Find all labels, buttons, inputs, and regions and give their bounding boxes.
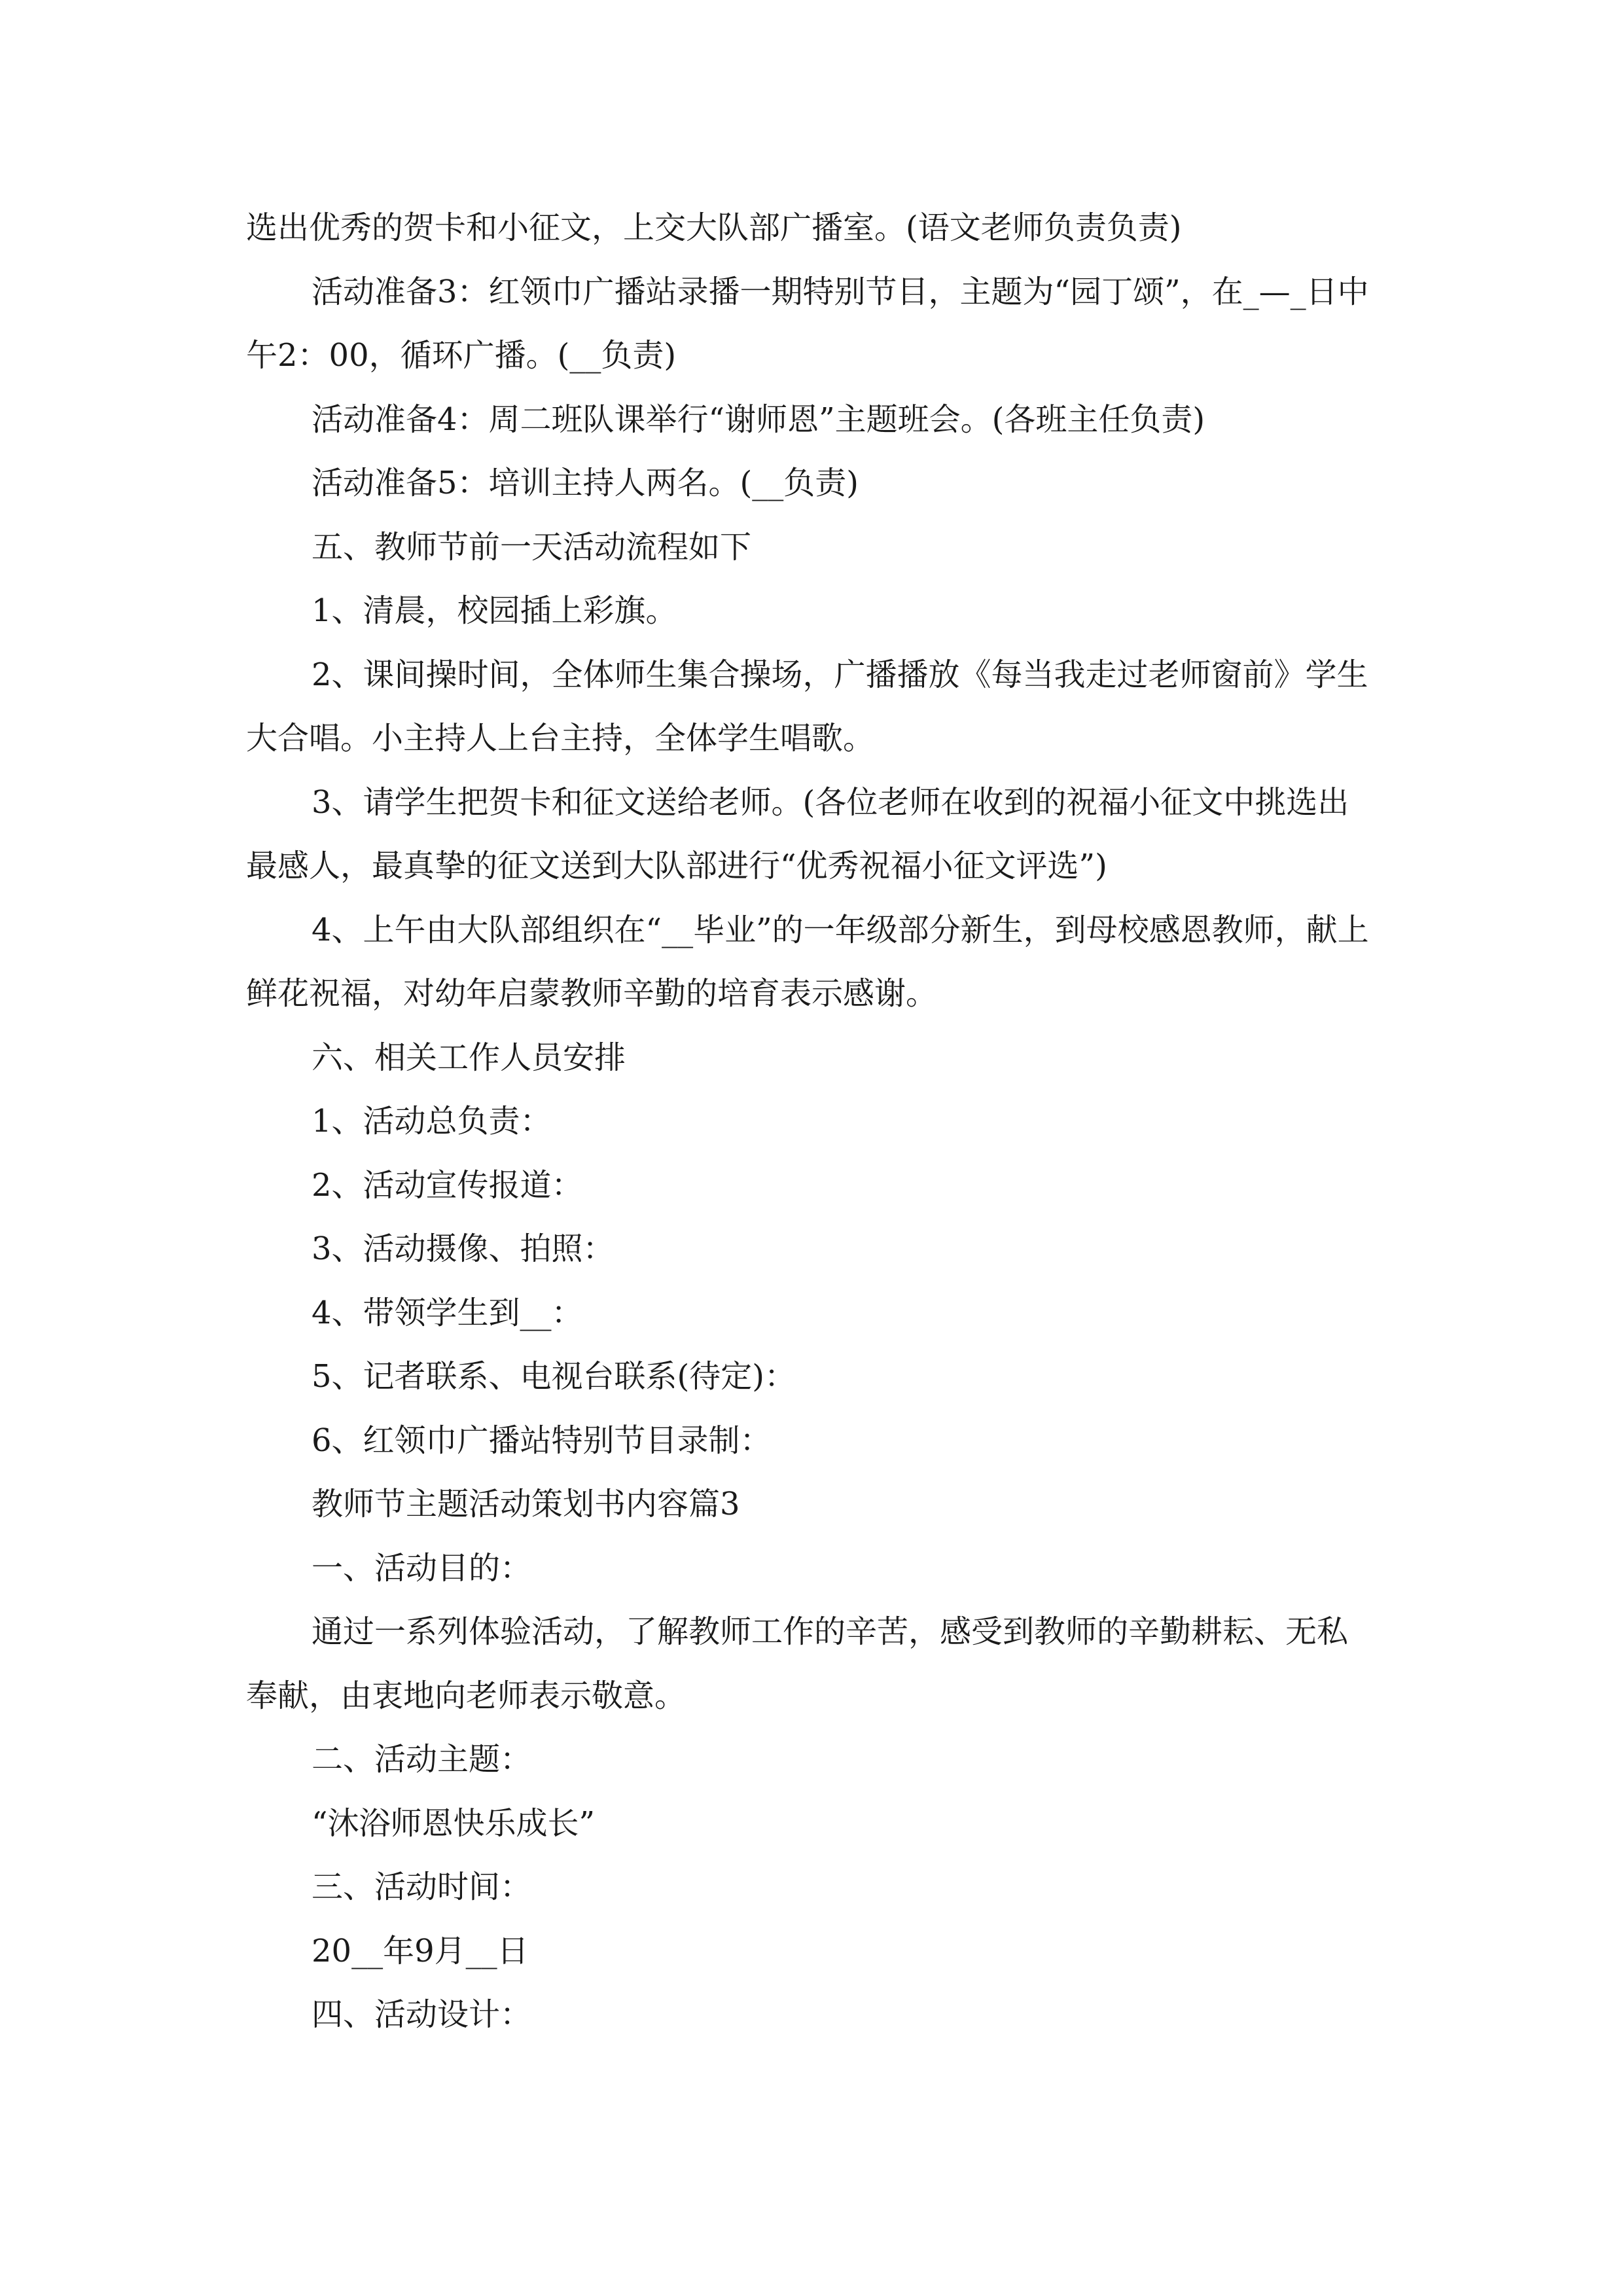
section-heading: 六、相关工作人员安排	[312, 1039, 626, 1076]
list-item: 4、上午由大队部组织在“__毕业”的一年级部分新生，到母校感恩教师，献上鲜花祝福，对幼年启蒙教师辛勤的培育表示感谢。	[246, 911, 1369, 1012]
list-item: 4、带领学生到__：	[312, 1294, 583, 1331]
list-item: 1、活动总负责：	[312, 1103, 552, 1139]
list-item: 2、课间操时间，全体师生集合操场，广播播放《每当我走过老师窗前》学生大合唱。小主持人上台主持，全体学生唱歌。	[246, 656, 1368, 757]
section-heading: 四、活动设计：	[312, 1996, 532, 2033]
paragraph: 20__年9月__日	[312, 1932, 529, 1969]
paragraph: 通过一系列体验活动，了解教师工作的辛苦，感受到教师的辛勤耕耘、无私奉献，由衷地向老师表示敬意。	[246, 1613, 1349, 1714]
list-item: 1、清晨，校园插上彩旗。	[312, 592, 677, 629]
list-item: 6、红领巾广播站特别节目录制：	[312, 1422, 772, 1459]
paragraph: 活动准备5：培训主持人两名。(__负责)	[312, 465, 859, 501]
list-item: 3、活动摄像、拍照：	[312, 1230, 615, 1267]
paragraph: “沐浴师恩快乐成长”	[312, 1804, 596, 1842]
section-heading: 二、活动主题：	[312, 1741, 532, 1778]
document-body	[246, 196, 1378, 2047]
paragraph: 活动准备4：周二班队课举行“谢师恩”主题班会。(各班主任负责)	[312, 401, 1205, 438]
list-item: 3、请学生把贺卡和征文送给老师。(各位老师在收到的祝福小征文中挑选出最感人，最真挚的征文送到大队部进行“优秀祝福小征文评选”)	[246, 783, 1349, 884]
paragraph: 活动准备3：红领巾广播站录播一期特别节目，主题为“园丁颂”，在_—_日中午2：00，循环广播。(__负责)	[246, 273, 1369, 374]
section-heading: 五、教师节前一天活动流程如下	[312, 528, 752, 565]
section-heading: 一、活动目的：	[312, 1549, 532, 1587]
article-title: 教师节主题活动策划书内容篇3	[312, 1486, 740, 1522]
paragraph: 选出优秀的贺卡和小征文，上交大队部广播室。(语文老师负责负责)	[246, 209, 1182, 246]
list-item: 2、活动宣传报道：	[312, 1166, 583, 1204]
list-item: 5、记者联系、电视台联系(待定)：	[312, 1358, 796, 1395]
section-heading: 三、活动时间：	[312, 1869, 532, 1905]
